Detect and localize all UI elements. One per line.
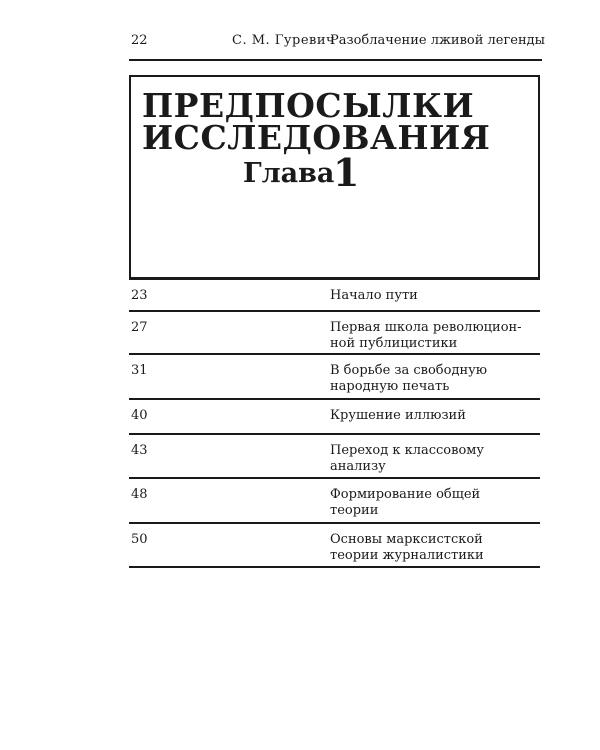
toc-page-number: 40 — [131, 408, 148, 423]
toc-entry-line: ной публицистики — [330, 336, 458, 351]
toc-row — [129, 310, 540, 355]
toc-entry-line: Первая школа революцион- — [330, 320, 522, 335]
chapter-box — [129, 75, 540, 279]
toc-page-number: 48 — [131, 487, 148, 502]
toc-entry-line: Переход к классовому — [330, 443, 485, 458]
toc-row — [129, 278, 540, 310]
page-number: 22 — [131, 33, 148, 48]
toc-page-number: 31 — [131, 363, 148, 378]
toc-entry-line: В борьбе за свободную — [330, 363, 488, 378]
running-title: Разоблачение лживой легенды — [330, 33, 545, 48]
toc-entry-text — [330, 487, 540, 519]
toc-page-number: 27 — [131, 320, 148, 335]
toc-page-number: 43 — [131, 443, 148, 458]
running-author: С. М. Гуревич — [232, 33, 336, 48]
toc-page-number: 23 — [131, 288, 148, 303]
toc-entry-text — [330, 320, 540, 352]
toc-row — [129, 433, 540, 479]
toc-entry-text — [330, 288, 540, 304]
toc-entry-line: Начало пути — [330, 288, 418, 303]
chapter-label: Глава — [243, 158, 335, 189]
toc-entry-line: Основы марксистской — [330, 532, 483, 547]
toc-row — [129, 353, 540, 399]
toc-entry-text — [330, 363, 540, 395]
toc-row — [129, 522, 540, 568]
toc-row — [129, 477, 540, 523]
chapter-title-line1: ПРЕДПОСЫЛКИ — [142, 86, 475, 125]
chapter-title-line2: ИССЛЕДОВАНИЯ — [142, 118, 491, 157]
toc-page-number: 50 — [131, 532, 148, 547]
toc-entry-line: анализу — [330, 459, 386, 474]
toc-entry-text — [330, 408, 540, 424]
toc-entry-line: теории журналистики — [330, 548, 484, 563]
header-rule — [129, 59, 542, 61]
toc-entry-line: народную печать — [330, 379, 450, 394]
toc-entry-line: Крушение иллюзий — [330, 408, 466, 423]
toc-row — [129, 398, 540, 435]
toc-entry-line: теории — [330, 503, 379, 518]
chapter-number: 1 — [333, 150, 360, 195]
toc-entry-line: Формирование общей — [330, 487, 481, 502]
toc-bottom-rule — [129, 566, 540, 568]
toc-entry-text — [330, 532, 540, 564]
toc-entry-text — [330, 443, 540, 475]
